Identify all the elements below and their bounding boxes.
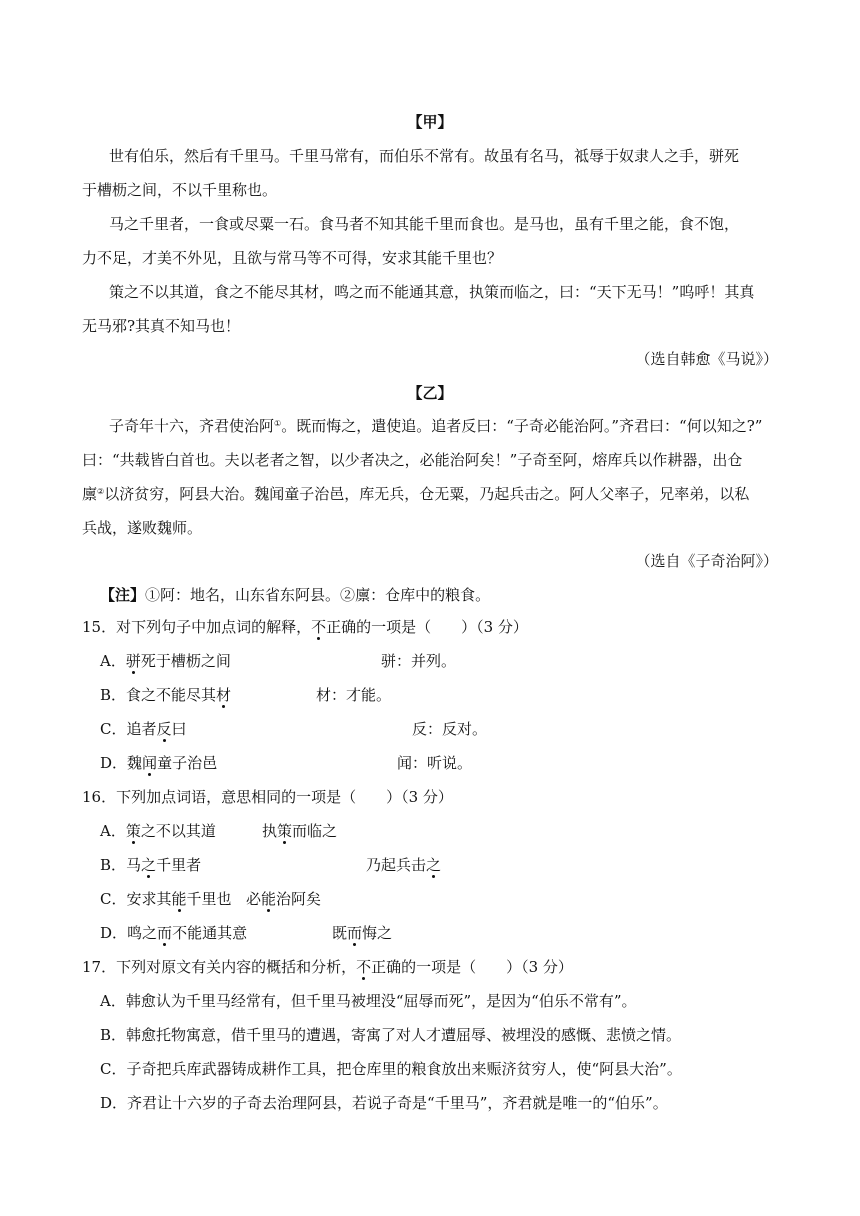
question-17-stem: 17．下列对原文有关内容的概括和分析，不正确的一项是（ ）（3 分）: [82, 958, 573, 976]
question-15-option: D．魏闻童子治邑: [100, 754, 218, 772]
question-15-gloss: 材：才能。: [316, 686, 392, 704]
question-16-option: B．马之千里者: [100, 856, 202, 874]
passage-yi-text: 曰：“共载皆白首也。夫以老者之智，以少者决之，必能治阿矣！”子奇至阿，熔库兵以作耕器，出仓: [82, 451, 743, 469]
passage-yi-source: （选自《子奇治阿》）: [635, 552, 778, 570]
question-15-stem: 15．对下列句子中加点词的解释，不正确的一项是（ ）（3 分）: [82, 618, 528, 636]
annotation-note: 【注】①阿：地名，山东省东阿县。②廪：仓库中的粮食。: [100, 586, 491, 604]
passage-jia-text: 力不足，才美不外见，且欲与常马等不可得，安求其能千里也？: [82, 249, 503, 267]
question-16-option: D．鸣之而不能通其意: [100, 924, 248, 942]
passage-jia-text: 马之千里者，一食或尽粟一石。食马者不知其能千里而食也。是马也，虽有千里之能，食不饱，: [109, 215, 740, 233]
question-16-option-compare: 既而悔之: [332, 924, 393, 942]
question-16-option: C．安求其能千里也: [100, 890, 232, 908]
question-16-option-compare: 乃起兵击之: [366, 856, 442, 874]
question-15-option: C．追者反曰: [100, 720, 187, 738]
question-15-gloss: 反：反对。: [412, 720, 488, 738]
passage-jia-text: 于槽枥之间，不以千里称也。: [82, 181, 278, 199]
question-15-gloss: 骈：并列。: [381, 652, 457, 670]
passage-jia-heading: 【甲】: [407, 113, 453, 131]
question-15-option: B．食之不能尽其材: [100, 686, 232, 704]
footnote-marker: ①: [274, 419, 282, 428]
question-17-option: C．子奇把兵库武器铸成耕作工具，把仓库里的粮食放出来赈济贫穷人，使“阿县大治”。: [100, 1060, 682, 1078]
question-15-option: A．骈死于槽枥之间: [100, 652, 231, 670]
question-17-option: B．韩愈托物寓意，借千里马的遭遇，寄寓了对人才遭屈辱、被埋没的感慨、悲愤之情。: [100, 1026, 682, 1044]
footnote-marker: ②: [97, 487, 105, 496]
question-16-option: A．策之不以其道: [100, 822, 216, 840]
passage-jia-text: 策之不以其道，食之不能尽其材，鸣之而不能通其意，执策而临之，曰：“天下无马！”呜呼！其真: [109, 283, 755, 301]
question-16-stem: 16．下列加点词语，意思相同的一项是（ ）（3 分）: [82, 788, 453, 806]
passage-jia-text: 世有伯乐，然后有千里马。千里马常有，而伯乐不常有。故虽有名马，祗辱于奴隶人之手，骈死: [109, 147, 740, 165]
passage-jia-source: （选自韩愈《马说》）: [635, 350, 778, 368]
question-15-gloss: 闻：听说。: [397, 754, 473, 772]
question-17-option: D．齐君让十六岁的子奇去治理阿县，若说子奇是“千里马”，齐君就是唯一的“伯乐”。: [100, 1094, 668, 1112]
passage-yi-text: 子奇年十六，齐君使治阿①。既而悔之，遣使追。追者反曰：“子奇必能治阿。”齐君曰：“何以知之?”: [109, 417, 763, 435]
passage-jia-text: 无马邪?其真不知马也！: [82, 317, 241, 335]
passage-yi-heading: 【乙】: [407, 384, 453, 402]
passage-yi-text: 兵战，遂败魏师。: [82, 519, 203, 537]
question-16-option-compare: 必能治阿矣: [246, 890, 322, 908]
question-17-option: A．韩愈认为千里马经常有，但千里马被埋没“屈辱而死”，是因为“伯乐不常有”。: [100, 992, 637, 1010]
question-16-option-compare: 执策而临之: [262, 822, 338, 840]
passage-yi-text: 廪②以济贫穷，阿县大治。魏闻童子治邑，库无兵，仓无粟，乃起兵击之。阿人父率子，兄率弟，以私: [82, 485, 750, 503]
